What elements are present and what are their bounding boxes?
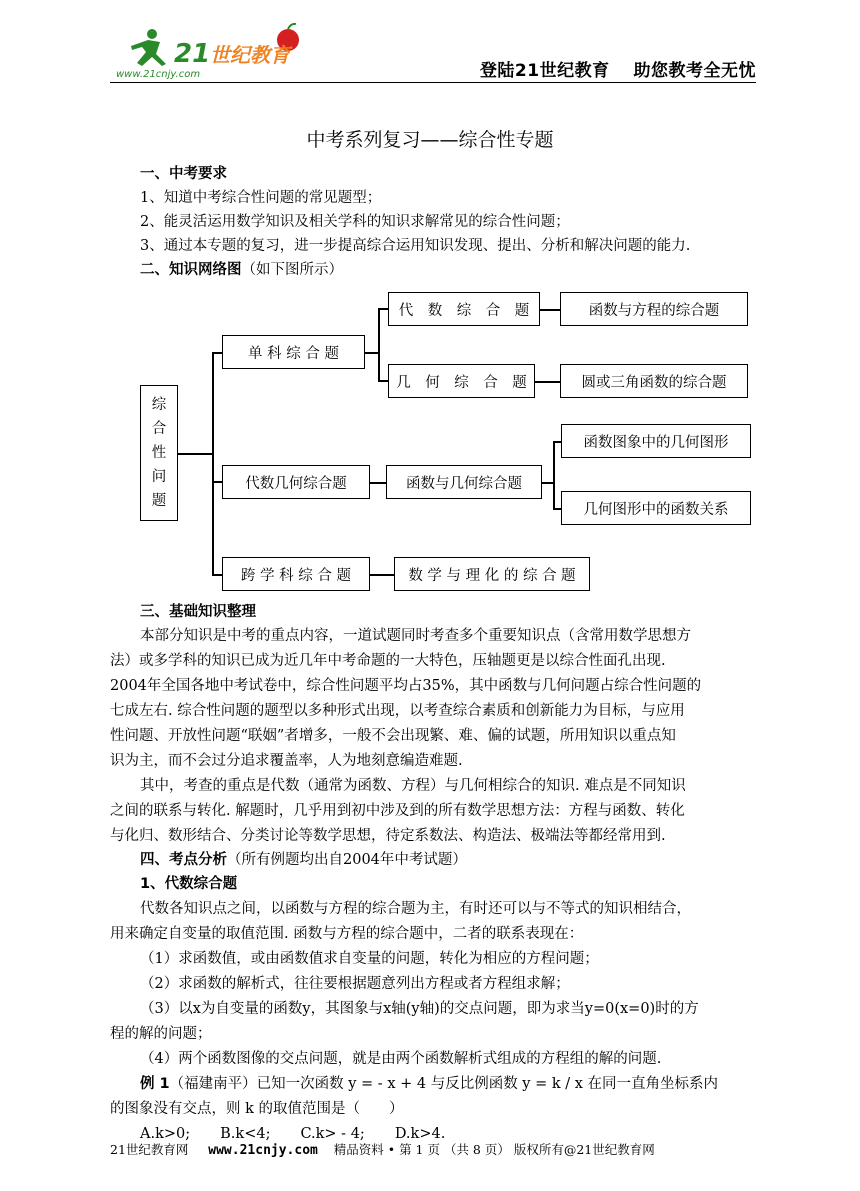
paragraph-line: （3）以x为自变量的函数y，其图象与x轴(y轴)的交点问题，即为求当y=0(x=0)时的方 — [140, 1001, 699, 1017]
paragraph-line: 代数各知识点之间，以函数与方程的综合题为主，有时还可以与不等式的知识相结合， — [140, 901, 691, 917]
paragraph-line: 与化归、数形结合、分类讨论等数学思想，待定系数法、构造法、极端法等都经常用到. — [110, 828, 666, 844]
connector — [212, 574, 222, 576]
paragraph-line: （4）两个函数图像的交点问题，就是由两个函数解析式组成的方程组的解的问题. — [140, 1051, 662, 1067]
connector — [535, 381, 560, 383]
section4-sub1-heading: 1、代数综合题 — [140, 876, 238, 892]
header-divider — [110, 82, 756, 83]
example-line — [140, 1074, 718, 1094]
connector — [553, 441, 555, 508]
diagram-cross-box: 跨 学 科 综 合 题 — [222, 557, 370, 591]
paragraph-line: 法）或多学科的知识已成为近几年中考命题的一大特色，压轴题更是以综合性面孔出现. — [110, 653, 666, 669]
root-char: 综 — [151, 397, 167, 413]
example-label: 例 1 — [140, 1076, 170, 1092]
paragraph-line: 用来确定自变量的取值范围. 函数与方程的综合题中，二者的联系表现在： — [110, 926, 584, 942]
site-logo — [112, 20, 302, 82]
connector — [553, 441, 561, 443]
section2-heading: 二、知识网络图 — [140, 262, 242, 278]
diagram-geometry-box: 几 何 综 合 题 — [388, 364, 535, 398]
connector — [378, 308, 388, 310]
root-char: 性 — [151, 445, 167, 461]
section4-heading: 四、考点分析 — [140, 852, 227, 868]
paragraph-line: 程的解的问题； — [110, 1026, 212, 1042]
connector — [378, 380, 388, 382]
diagram-algebra-box: 代 数 综 合 题 — [388, 292, 540, 326]
diagram-alg-geo-leaf1-box: 函数图象中的几何图形 — [561, 424, 751, 458]
section3-heading: 三、基础知识整理 — [140, 604, 256, 620]
diagram-algebra-leaf-box: 函数与方程的综合题 — [560, 292, 748, 326]
paragraph-line: 2004年全国各地中考试卷中，综合性问题平均占35%，其中函数与几何问题占综合性问题的 — [110, 678, 702, 694]
paragraph-line: 性问题、开放性问题“联姻”者增多，一般不会出现繁、难、偏的试题，所用知识以重点知 — [110, 728, 676, 744]
paragraph-line: 其中，考查的重点是代数（通常为函数、方程）与几何相综合的知识. 难点是不同知识 — [140, 778, 686, 794]
option-d: D.k>4. — [394, 1126, 446, 1142]
svg-text:21: 21 — [174, 39, 211, 69]
paragraph-line: （1）求函数值，或由函数值求自变量的问题，转化为相应的方程问题； — [140, 951, 599, 967]
footer-right: 精品资料 • 第 1 页 （共 8 页） 版权所有@21世纪教育网 — [333, 1142, 655, 1157]
section2-heading-line — [140, 260, 343, 280]
diagram-alg-geo-leaf2-box: 几何图形中的函数关系 — [561, 491, 751, 525]
diagram-alg-geo-box: 代数几何综合题 — [222, 465, 370, 499]
connector — [370, 482, 386, 484]
section1-item: 3、通过本专题的复习，进一步提高综合运用知识发现、提出、分析和解决问题的能力. — [140, 238, 691, 254]
option-c: C.k> - 4; — [300, 1126, 365, 1142]
paragraph-line: 之间的联系与转化. 解题时，几乎用到初中涉及到的所有数学思想方法：方程与函数、转化 — [110, 803, 685, 819]
root-char: 题 — [151, 493, 167, 509]
paragraph-line: 本部分知识是中考的重点内容，一道试题同时考查多个重要知识点（含常用数学思想方 — [140, 628, 691, 644]
root-char: 问 — [151, 469, 167, 485]
connector — [365, 352, 379, 354]
section1-item: 1、知道中考综合性问题的常见题型； — [140, 190, 382, 206]
connector — [553, 508, 561, 510]
paragraph-line: （2）求函数的解析式，往往要根据题意列出方程或者方程组求解； — [140, 976, 570, 992]
diagram-cross-leaf-box: 数 学 与 理 化 的 综 合 题 — [394, 557, 590, 591]
paragraph-line: 七成左右. 综合性问题的题型以多种形式出现，以考查综合素质和创新能力为目标，与应用 — [110, 703, 685, 719]
section2-note: （如下图所示） — [241, 262, 343, 278]
connector — [212, 481, 222, 483]
root-char: 合 — [151, 421, 167, 437]
diagram-root-box — [140, 385, 178, 521]
section1-heading: 一、中考要求 — [140, 166, 227, 182]
option-a: A.k>0; — [140, 1126, 191, 1142]
diagram-alg-geo-mid-box: 函数与几何综合题 — [386, 465, 542, 499]
section4-heading-line — [140, 850, 467, 870]
connector — [212, 352, 214, 575]
page-title: 中考系列复习——综合性专题 — [306, 129, 554, 151]
diagram-geometry-leaf-box: 圆或三角函数的综合题 — [560, 364, 748, 398]
connector — [212, 352, 222, 354]
diagram-single-subject-box: 单 科 综 合 题 — [222, 335, 365, 369]
example-text: （福建南平）已知一次函数 y = - x + 4 与反比例函数 y = k / x 在同一直角坐标系内 — [169, 1076, 719, 1092]
paragraph-line: 识为主，而不会过分追求覆盖率，人为地刻意编造难题. — [110, 753, 463, 769]
connector — [540, 309, 560, 311]
section4-note: （所有例题均出自2004年中考试题） — [227, 852, 467, 868]
logo-text: 世纪教育 — [210, 43, 290, 67]
example-line-2: 的图象没有交点，则 k 的取值范围是（ ） — [110, 1101, 404, 1117]
footer-site-link[interactable]: www.21cnjy.com — [208, 1143, 318, 1158]
connector — [378, 308, 380, 380]
logo-url: www.21cnjy.com — [116, 69, 201, 80]
connector — [370, 574, 394, 576]
page-footer — [110, 1140, 655, 1158]
section1-item: 2、能灵活运用数学知识及相关学科的知识求解常见的综合性问题； — [140, 214, 570, 230]
connector — [178, 453, 212, 455]
header-slogan: 登陆21世纪教育 助您教考全无忧 — [479, 61, 756, 81]
option-b: B.k<4; — [220, 1126, 271, 1142]
footer-left: 21世纪教育网 — [110, 1142, 189, 1157]
